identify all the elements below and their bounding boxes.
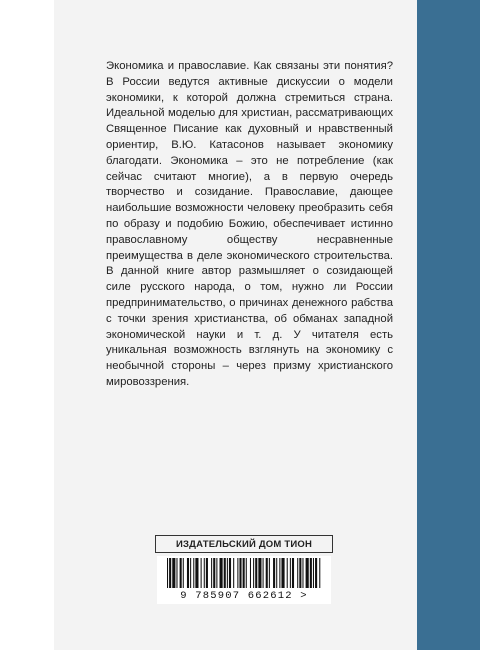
barcode-bar bbox=[319, 558, 320, 588]
barcode-bar bbox=[204, 558, 205, 588]
barcode-bar bbox=[258, 558, 261, 588]
barcode-bar bbox=[233, 558, 234, 588]
barcode-bar bbox=[276, 558, 277, 588]
book-annotation: Экономика и православие. Как связаны эти понятия? В России ведутся активные дискуссии о модели экономики, к которой должна стремиться страна. Идеальной моделью для христиан, рассматривающих Священное Писание как духовный и нравственный ориентир, В.Ю. Катасонов называет экономику благодати. Экономика – это не потребление (как сейчас считают многие), а в первую очередь творчество и созидание. Православие, дающее наибольшие возможности человеку преобразить себя по образу и подобию Божию, обеспечивает истинно православному обществу несравненные преимущества в деле экономического строительства. В данной книге автор размышляет о созидающей силе русского народа, о том, нужно ли России предпринимательство, о причинах денежного рабства с точки зрения христианства, об обманах западной экономической науки и т. д. У читателя есть уникальная возможность взглянуть на экономику с необычной стороны – через призму христианского мировоззрения. bbox=[106, 60, 393, 388]
book-spine bbox=[417, 0, 480, 650]
barcode-bar bbox=[310, 558, 312, 588]
barcode-bar bbox=[290, 558, 291, 588]
barcode-bar bbox=[292, 558, 294, 588]
barcode-bar bbox=[255, 558, 257, 588]
barcode-bar bbox=[216, 558, 217, 588]
barcode-bar bbox=[243, 558, 245, 588]
barcode-bar bbox=[229, 558, 231, 588]
barcode-bar bbox=[180, 558, 182, 588]
barcode-bar bbox=[266, 558, 268, 588]
barcode-bar bbox=[273, 558, 275, 588]
barcode-bar bbox=[287, 558, 288, 588]
barcode-bars bbox=[165, 558, 325, 588]
barcode-bar bbox=[239, 558, 241, 588]
barcode-bar bbox=[250, 558, 251, 588]
barcode-bar bbox=[227, 558, 228, 588]
barcode-bar bbox=[302, 558, 303, 588]
barcode-bar bbox=[190, 558, 191, 588]
barcode-bar bbox=[246, 558, 247, 588]
barcode-bar bbox=[187, 558, 189, 588]
barcode-bar bbox=[279, 558, 280, 588]
barcode-bar bbox=[299, 558, 301, 588]
publisher-label: ИЗДАТЕЛЬСКИЙ ДОМ ТИОН bbox=[155, 535, 333, 553]
barcode-bar bbox=[281, 558, 284, 588]
barcode-bar bbox=[220, 558, 223, 588]
barcode-bar bbox=[167, 558, 168, 588]
barcode-bar bbox=[211, 558, 212, 588]
barcode-bar bbox=[269, 558, 270, 588]
barcode-bar bbox=[237, 558, 238, 588]
barcode-bar bbox=[206, 558, 208, 588]
barcode-bar bbox=[176, 558, 177, 588]
barcode-bar bbox=[169, 558, 171, 588]
barcode-bar bbox=[195, 558, 198, 588]
barcode-bar bbox=[213, 558, 215, 588]
barcode-bar bbox=[306, 558, 309, 588]
barcode-digits: 9 785907 662612 > bbox=[180, 590, 308, 602]
barcode-bar bbox=[224, 558, 226, 588]
barcode-bar bbox=[253, 558, 254, 588]
barcode-bar bbox=[297, 558, 298, 588]
barcode-bar bbox=[193, 558, 194, 588]
barcode-bar bbox=[172, 558, 175, 588]
barcode-bar bbox=[201, 558, 202, 588]
barcode-bar bbox=[313, 558, 314, 588]
isbn-barcode bbox=[157, 556, 331, 604]
barcode-bar bbox=[183, 558, 184, 588]
barcode-bar bbox=[263, 558, 264, 588]
barcode-bar bbox=[315, 558, 317, 588]
